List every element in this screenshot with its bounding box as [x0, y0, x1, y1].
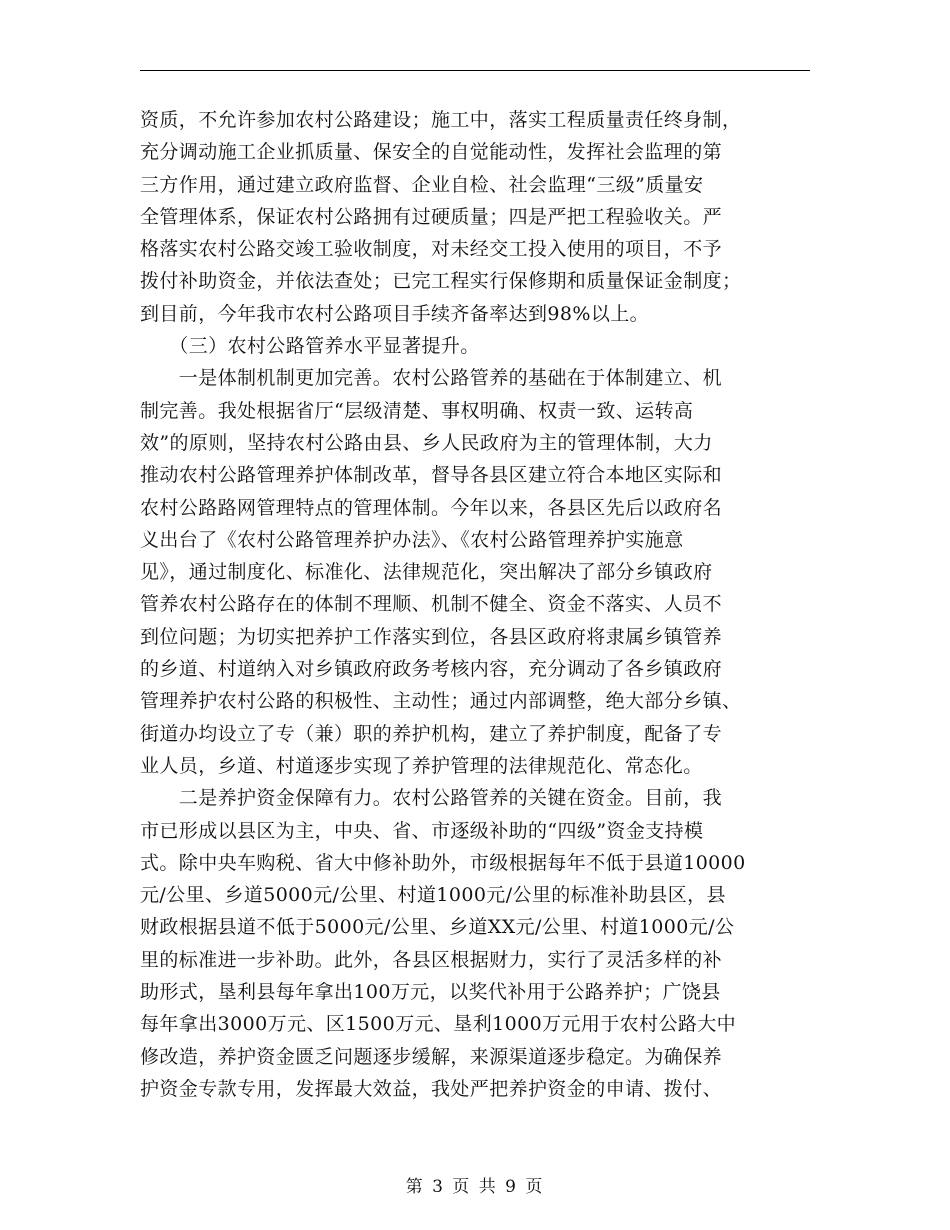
text-line: 护资金专款专用，发挥最大效益，我处严把养护资金的申请、拨付、: [140, 1077, 723, 1100]
text-line: 一是体制机制更加完善。农村公路管养的基础在于体制建立、机: [140, 367, 723, 390]
text-line: 修改造，养护资金匮乏问题逐步缓解，来源渠道逐步稳定。为确保养: [140, 1045, 723, 1068]
text-line: 每年拿出3000万元、区1500万元、垦利1000万元用于农村公路大中: [140, 1013, 737, 1036]
text-line: 农村公路路网管理特点的管理体制。今年以来，各县区先后以政府名: [140, 496, 723, 519]
text-line: 的乡道、村道纳入对乡镇政府政务考核内容，充分调动了各乡镇政府: [140, 658, 723, 681]
text-line: 管养农村公路存在的体制不理顺、机制不健全、资金不落实、人员不: [140, 593, 723, 616]
text-line: 财政根据县道不低于5000元/公里、乡道XX元/公里、村道1000元/公: [140, 916, 735, 939]
text-line: 街道办均设立了专（兼）职的养护机构，建立了养护制度，配备了专: [140, 722, 723, 745]
document-body: [140, 104, 810, 1105]
text-line: 里的标准进一步补助。此外，各县区根据财力，实行了灵活多样的补: [140, 948, 723, 971]
text-line: 式。除中央车购税、省大中修补助外，市级根据每年不低于县道10000: [140, 851, 746, 874]
section-heading: （三）农村公路管养水平显著提升。: [140, 335, 480, 358]
text-line: 制完善。我处根据省厅“层级清楚、事权明确、权责一致、运转高: [140, 399, 694, 422]
text-line: 推动农村公路管理养护体制改革，督导各县区建立符合本地区实际和: [140, 464, 723, 487]
text-line: 助形式，垦利县每年拿出100万元，以奖代补用于公路养护；广饶县: [140, 981, 721, 1004]
text-line: 二是养护资金保障有力。农村公路管养的关键在资金。目前，我: [140, 787, 723, 810]
page-number-footer: 第 3 页 共 9 页: [405, 1177, 545, 1197]
text-line: 业人员，乡道、村道逐步实现了养护管理的法律规范化、常态化。: [140, 754, 703, 777]
text-line: 管理养护农村公路的积极性、主动性；通过内部调整，绝大部分乡镇、: [140, 690, 742, 713]
text-line: 义出台了《农村公路管理养护办法》、《农村公路管理养护实施意: [140, 528, 684, 551]
text-line: 效”的原则，坚持农村公路由县、乡人民政府为主的管理体制，大力: [140, 431, 713, 454]
text-line: 格落实农村公路交竣工验收制度，对未经交工投入使用的项目，不予: [140, 238, 723, 261]
text-line: 到位问题；为切实把养护工作落实到位，各县区政府将隶属乡镇管养: [140, 625, 723, 648]
text-line: 到目前，今年我市农村公路项目手续齐备率达到98%以上。: [140, 302, 650, 325]
text-line: 见》，通过制度化、标准化、法律规范化，突出解决了部分乡镇政府: [140, 561, 713, 584]
text-line: 元/公里、乡道5000元/公里、村道1000元/公里的标准补助县区，县: [140, 884, 726, 907]
text-line: 拨付补助资金，并依法查处；已完工程实行保修期和质量保证金制度；: [140, 270, 742, 293]
text-line: 充分调动施工企业抓质量、保安全的自觉能动性，发挥社会监理的第: [140, 141, 723, 164]
text-line: 全管理体系，保证农村公路拥有过硬质量；四是严把工程验收关。严: [140, 205, 723, 228]
text-line: 资质，不允许参加农村公路建设；施工中，落实工程质量责任终身制，: [140, 109, 742, 131]
text-line: 市已形成以县区为主，中央、省、市逐级补助的“四级”资金支持模: [140, 819, 704, 842]
header-rule: [140, 70, 810, 71]
text-line: 三方作用，通过建立政府监督、企业自检、社会监理“三级”质量安: [140, 173, 704, 196]
